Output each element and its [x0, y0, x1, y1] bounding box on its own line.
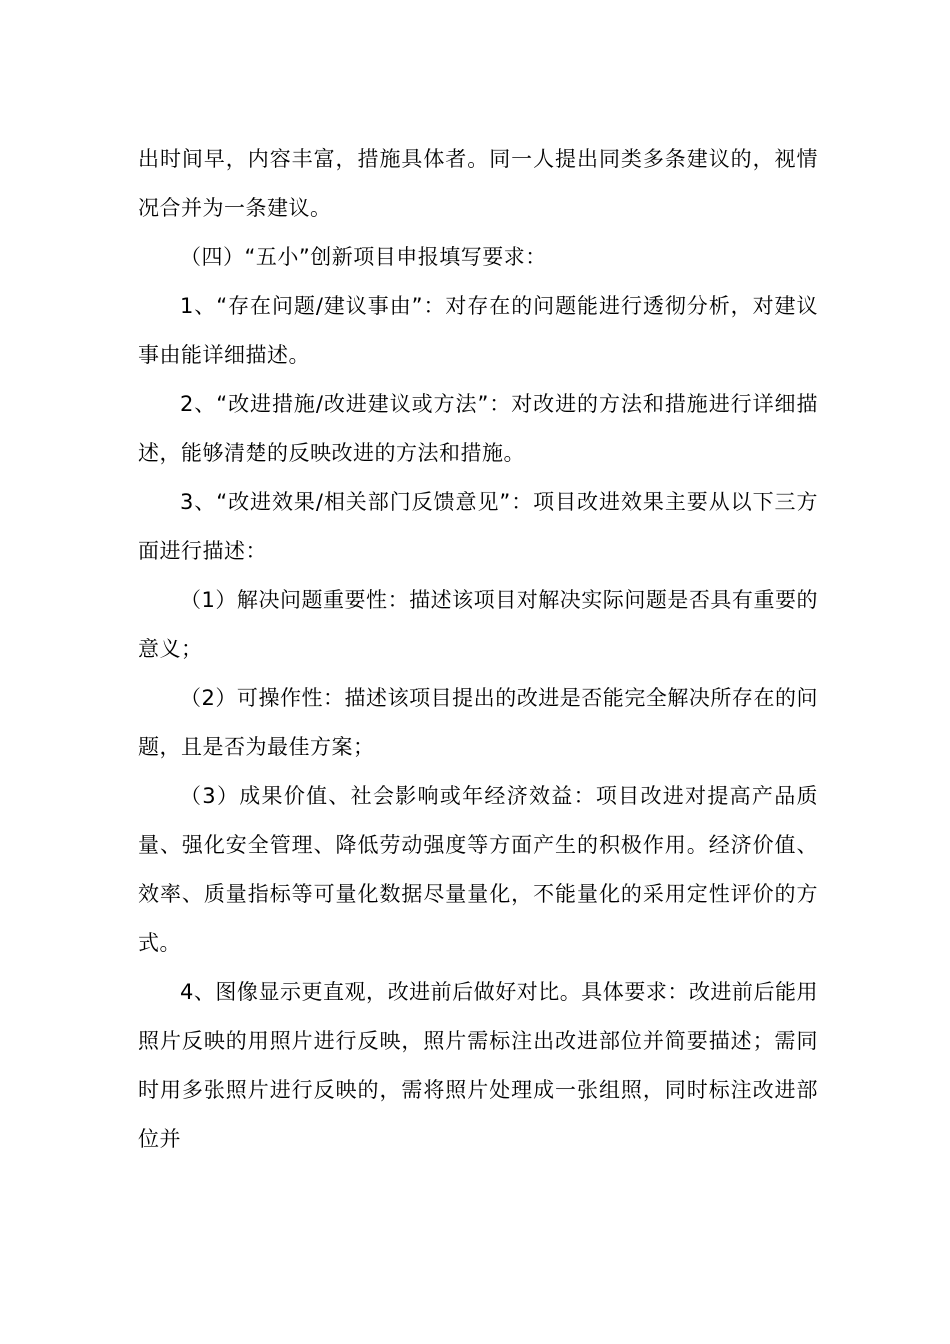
paragraph-item-2: 2、“改进措施/改进建议或方法”：对改进的方法和措施进行详细描述，能够清楚的反映改进的方法和措施。 [138, 392, 818, 465]
document-body [138, 135, 818, 1164]
paragraph-continuation: 出时间早，内容丰富，措施具体者。同一人提出同类多条建议的，视情况合并为一条建议。 [138, 147, 818, 220]
paragraph-item-4: 4、图像显示更直观，改进前后做好对比。具体要求：改进前后能用照片反映的用照片进行反映，照片需标注出改进部位并简要描述；需同时用多张照片进行反映的，需将照片处理成一张组照，同时标注改进部位并 [138, 980, 818, 1151]
paragraph-item-3: 3、“改进效果/相关部门反馈意见”：项目改进效果主要从以下三方面进行描述： [138, 490, 818, 563]
paragraph-subitem-3: （3）成果价值、社会影响或年经济效益：项目改进对提高产品质量、强化安全管理、降低劳动强度等方面产生的积极作用。经济价值、效率、质量指标等可量化数据尽量量化，不能量化的采用定性评价的方式。 [138, 784, 818, 955]
paragraph-subitem-1: （1）解决问题重要性：描述该项目对解决实际问题是否具有重要的意义； [138, 588, 818, 661]
paragraph-item-1: 1、“存在问题/建议事由”：对存在的问题能进行透彻分析，对建议事由能详细描述。 [138, 294, 818, 367]
paragraph-section-heading: （四）“五小”创新项目申报填写要求： [180, 245, 547, 269]
paragraph-subitem-2: （2）可操作性：描述该项目提出的改进是否能完全解决所存在的问题，且是否为最佳方案； [138, 686, 818, 759]
